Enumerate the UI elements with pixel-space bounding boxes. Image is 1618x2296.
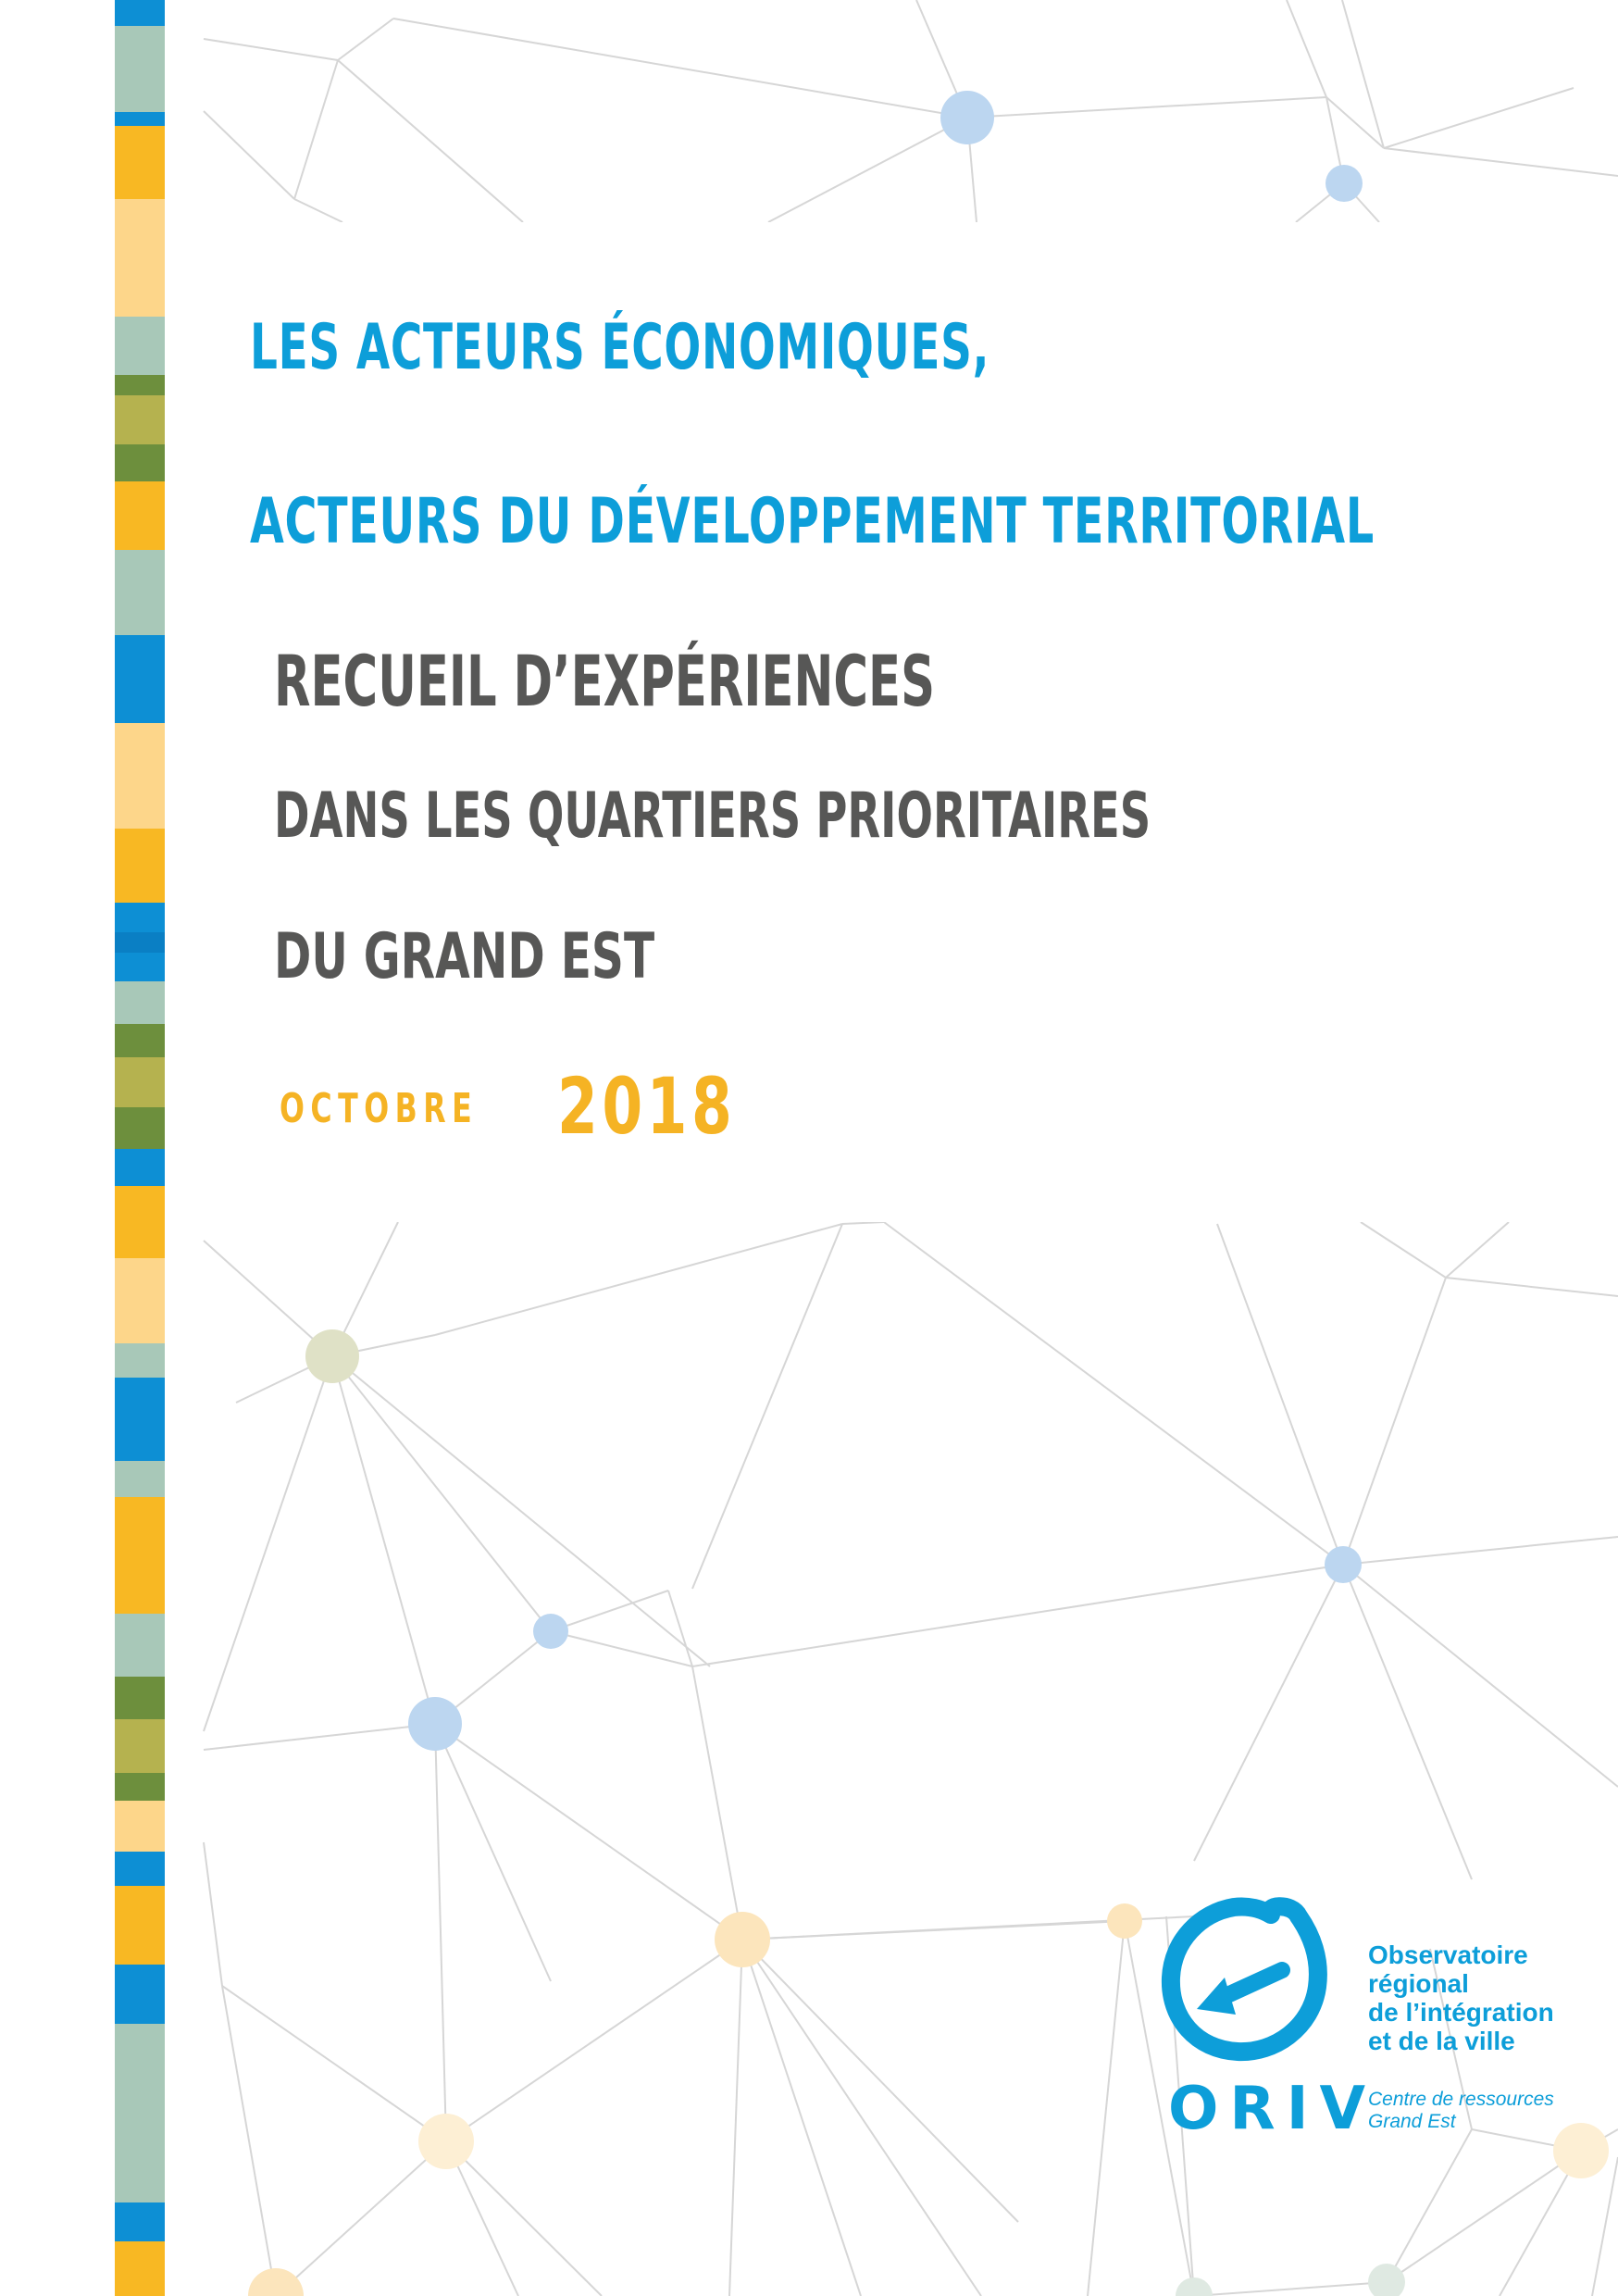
subtitle-line-3: DU GRAND EST (274, 920, 655, 993)
subtitle-line-1: RECUEIL D’EXPÉRIENCES (274, 640, 936, 722)
logo-acronym: ORIV (1168, 2075, 1377, 2143)
organization-name-line-3: de l’intégration (1368, 1998, 1554, 2027)
title-line-2: ACTEURS DU DÉVELOPPEMENT TERRITORIAL (250, 485, 1375, 558)
organization-tagline-line-1: Centre de ressources (1368, 2089, 1554, 2110)
organization-name (1368, 1940, 1590, 2055)
date-month: OCTOBRE (280, 1085, 479, 1132)
subtitle-line-2: DANS LES QUARTIERS PRIORITAIRES (274, 780, 1151, 853)
organization-name-line-4: et de la ville (1368, 2027, 1515, 2055)
color-stripe-bar (115, 0, 165, 2296)
date-year: 2018 (557, 1061, 737, 1152)
organization-tagline-line-2: Grand Est (1368, 2111, 1456, 2132)
circular-arrow-logo-icon (1152, 1889, 1338, 2074)
publication-date (280, 1061, 737, 1152)
organization-tagline (1368, 2089, 1590, 2133)
organization-name-line-1: Observatoire (1368, 1940, 1528, 1969)
organization-name-line-2: régional (1368, 1969, 1469, 1998)
title-line-1: LES ACTEURS ÉCONOMIQUES, (250, 311, 990, 384)
